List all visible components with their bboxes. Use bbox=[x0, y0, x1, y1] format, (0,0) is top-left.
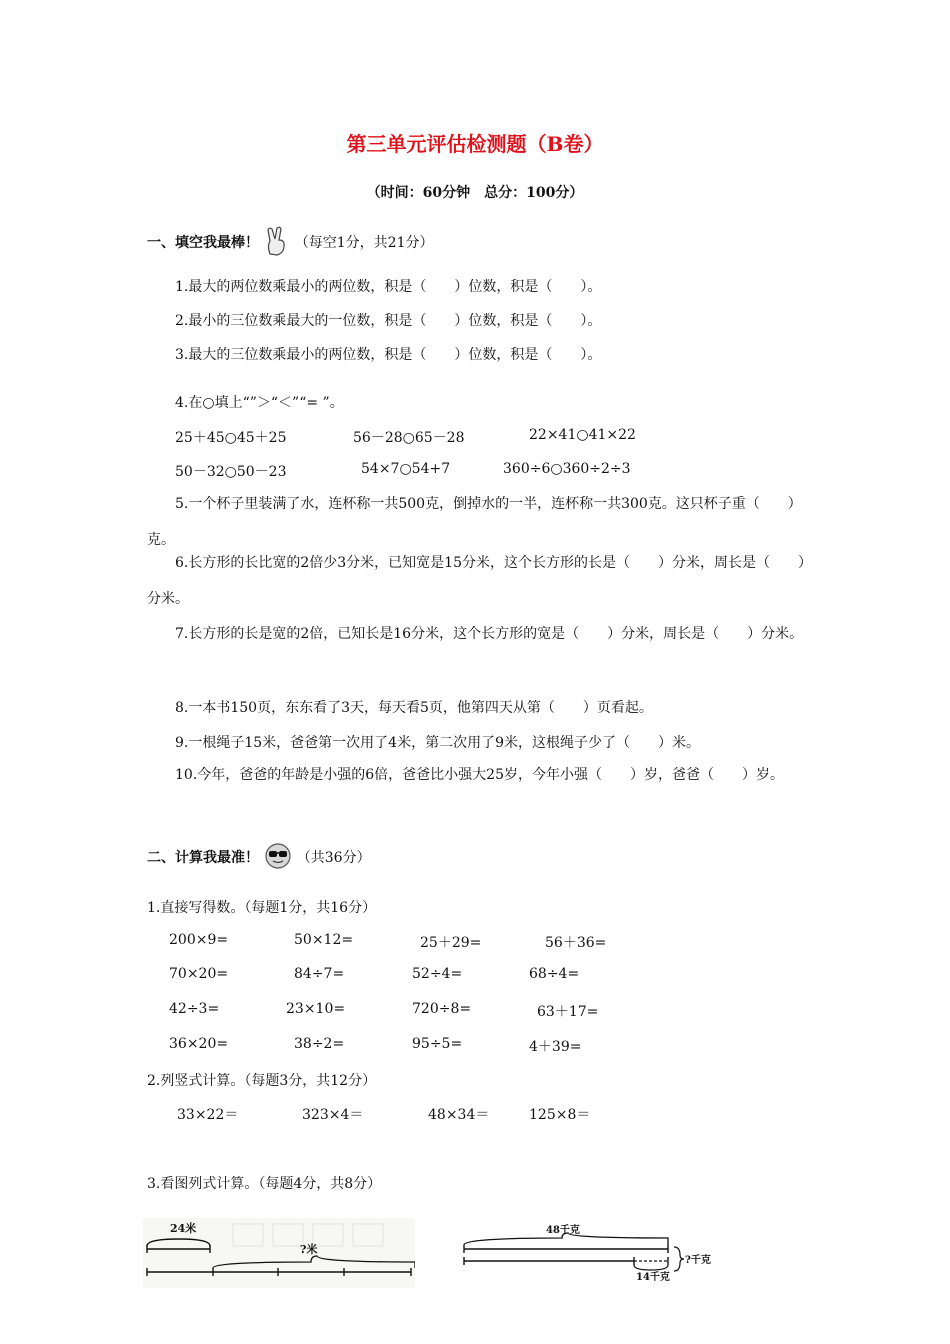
s1-item-2: 2.最小的三位数乘最大的一位数，积是（ ）位数，积是（ ）。 bbox=[175, 313, 602, 329]
section1-heading bbox=[147, 226, 433, 260]
fig2-right-label: ?千克 bbox=[685, 1255, 711, 1266]
oral-1-3: 25＋29= bbox=[420, 935, 482, 951]
oral-2-4: 68÷4= bbox=[529, 966, 580, 982]
oral-1-1: 200×9= bbox=[169, 932, 229, 948]
section1-title: 一、填空我最棒！ bbox=[147, 235, 259, 251]
section2-heading bbox=[147, 842, 371, 874]
oral-3-3: 720÷8= bbox=[412, 1001, 472, 1017]
sunglasses-face-icon bbox=[264, 842, 292, 874]
s1-q8: 8.一本书150页，东东看了3天，每天看5页，他第四天从第（ ）页看起。 bbox=[175, 700, 653, 716]
oral-1-4: 56＋36= bbox=[545, 935, 607, 951]
compare-1-3: 22×41○41×22 bbox=[529, 427, 636, 443]
s1-q10: 10.今年，爸爸的年龄是小强的6倍，爸爸比小强大25岁，今年小强（ ）岁，爸爸（ ）岁。 bbox=[175, 767, 784, 783]
oral-4-1: 36×20= bbox=[169, 1036, 229, 1052]
page-title: 第三单元评估检测题（B卷） bbox=[346, 132, 604, 156]
s1-q6: 6.长方形的长比宽的2倍少3分米，已知宽是15分米，这个长方形的长是（ ）分米，周长是（ ）分米。 bbox=[147, 555, 805, 607]
s1-item-1: 1.最大的两位数乘最小的两位数，积是（ ）位数，积是（ ）。 bbox=[175, 279, 602, 295]
section2-title: 二、计算我最准！ bbox=[147, 850, 259, 866]
oral-4-3: 95÷5= bbox=[412, 1036, 463, 1052]
victory-hand-icon bbox=[264, 226, 290, 260]
fig1-top-label: 24米 bbox=[170, 1222, 197, 1235]
oral-3-1: 42÷3= bbox=[169, 1001, 220, 1017]
oral-3-4: 63＋17= bbox=[537, 1004, 599, 1020]
compare-2-2: 54×7○54+7 bbox=[361, 461, 451, 477]
oral-2-3: 52÷4= bbox=[412, 966, 463, 982]
figure-2-line-diagram bbox=[458, 1225, 720, 1285]
section2-note: （共36分） bbox=[296, 850, 371, 866]
s1-q9: 9.一根绳子15米，爸爸第一次用了4米，第二次用了9米，这根绳子少了（ ）米。 bbox=[175, 735, 700, 751]
fig2-top-label: 48千克 bbox=[546, 1225, 580, 1236]
s1-item-4: 4.在○填上“”＞“＜”“= ”。 bbox=[175, 395, 344, 411]
compare-1-1: 25＋45○45＋25 bbox=[175, 430, 287, 446]
figure-1-line-diagram bbox=[143, 1218, 415, 1288]
oral-4-4: 4＋39= bbox=[529, 1039, 582, 1055]
s2-part2-title: 2.列竖式计算。（每题3分，共12分） bbox=[147, 1073, 377, 1089]
vertical-4: 125×8＝ bbox=[529, 1107, 591, 1123]
s1-item-3: 3.最大的三位数乘最小的两位数，积是（ ）位数，积是（ ）。 bbox=[175, 347, 602, 363]
vertical-3: 48×34＝ bbox=[428, 1107, 490, 1123]
compare-2-1: 50－32○50－23 bbox=[175, 464, 287, 480]
page-subtitle: （时间：60分钟 总分：100分） bbox=[366, 185, 584, 201]
vertical-2: 323×4＝ bbox=[302, 1107, 364, 1123]
s1-q7: 7.长方形的长是宽的2倍，已知长是16分米，这个长方形的宽是（ ）分米，周长是（ ）分米。 bbox=[175, 626, 804, 642]
s2-part1-title: 1.直接写得数。（每题1分，共16分） bbox=[147, 900, 377, 916]
fig1-bottom-label: ?米 bbox=[300, 1243, 318, 1256]
vertical-1: 33×22＝ bbox=[177, 1107, 239, 1123]
section1-note: （每空1分，共21分） bbox=[294, 235, 434, 251]
compare-2-3: 360÷6○360÷2÷3 bbox=[503, 461, 631, 477]
oral-2-2: 84÷7= bbox=[294, 966, 345, 982]
s1-q5: 5.一个杯子里装满了水，连杯称一共500克，倒掉水的一半，连杯称一共300克。这只杯子重（ ）克。 bbox=[147, 496, 802, 548]
fig2-small-label: 14千克 bbox=[636, 1272, 670, 1283]
oral-4-2: 38÷2= bbox=[294, 1036, 345, 1052]
oral-2-1: 70×20= bbox=[169, 966, 229, 982]
compare-1-2: 56－28○65－28 bbox=[353, 430, 465, 446]
s2-part3-title: 3.看图列式计算。（每题4分，共8分） bbox=[147, 1176, 382, 1192]
oral-1-2: 50×12= bbox=[294, 932, 354, 948]
oral-3-2: 23×10= bbox=[286, 1001, 346, 1017]
